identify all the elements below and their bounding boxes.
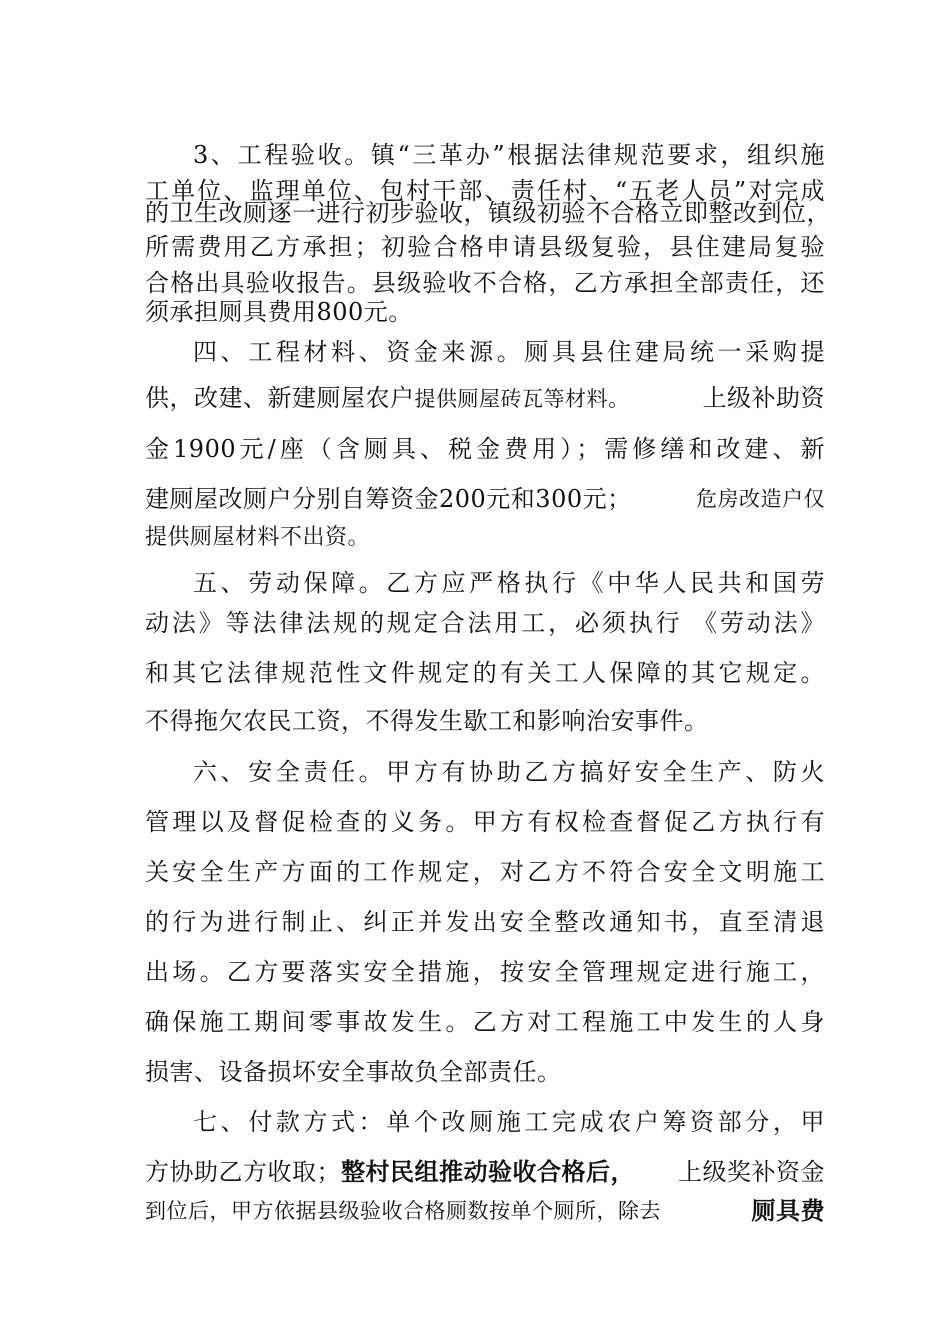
text-line: 管理以及督促检查的义务。甲方有权检查督促乙方执行有 (145, 808, 825, 836)
bold-text-segment: 整村民组推动验收合格后， (341, 1157, 635, 1186)
text-line: 确保施工期间零事故发生。乙方对工程施工中发生的人身 (145, 1008, 825, 1036)
text-line (145, 1157, 825, 1187)
text-line: 的卫生改厕逐一进行初步验收，镇级初验不合格立即整改到位， (145, 199, 831, 227)
text-line: 和其它法律规范性文件规定的有关工人保障的其它规定。 (145, 659, 825, 687)
text-line: 动法》等法律法规的规定合法用工，必须执行 《劳动法》 (145, 609, 825, 637)
bold-text-segment: 厕具费 (751, 1196, 825, 1225)
text-segment: 到位后，甲方依据县级验收合格厕数按单个厕所，除去 (145, 1199, 661, 1223)
text-line: 合格出具验收报告。县级验收不合格，乙方承担全部责任，还 (145, 269, 825, 297)
text-line (145, 1196, 825, 1226)
text-line: 六、安全责任。甲方有协助乙方搞好安全生产、防火 (193, 758, 825, 786)
text-line: 须承担厕具费用800元。 (145, 298, 413, 326)
text-line: 工单位、监理单位、包村干部、责任村、“五老人员”对完成 (145, 177, 825, 205)
text-segment: 建厕屋改厕户分别自筹资金200元和300元； (145, 485, 632, 513)
text-line (145, 484, 825, 514)
text-line (145, 383, 825, 414)
text-segment: 上级补助资 (702, 384, 825, 412)
text-line: 金1900元/座（含厕具、税金费用）；需修缮和改建、新 (145, 435, 825, 463)
text-line: 的行为进行制止、纠正并发出安全整改通知书，直至清退 (145, 908, 825, 936)
text-line: 七、付款方式：单个改厕施工完成农户筹资部分，甲 (193, 1108, 825, 1136)
text-line: 四、工程材料、资金来源。厕具县住建局统一采购提 (193, 338, 825, 366)
text-line: 关安全生产方面的工作规定，对乙方不符合安全文明施工 (145, 858, 825, 886)
text-line: 提供厕屋材料不出资。 (145, 525, 371, 550)
text-segment: 供，改建、新建厕屋农户 (145, 384, 415, 412)
text-line: 3、工程验收。镇“三革办”根据法律规范要求，组织施 (193, 141, 825, 169)
text-line: 五、劳动保障。乙方应严格执行《中华人民共和国劳 (193, 569, 825, 597)
text-line: 不得拖欠农民工资，不得发生歇工和影响治安事件。 (145, 707, 709, 735)
text-line: 损害、设备损坏安全事故负全部责任。 (145, 1058, 562, 1086)
text-line: 出场。乙方要落实安全措施，按安全管理规定进行施工， (145, 958, 825, 986)
text-segment: 上级奖补资金 (678, 1158, 825, 1186)
text-segment: 危房改造户仅 (696, 487, 825, 511)
text-line: 所需费用乙方承担；初验合格申请县级复验，县住建局复验 (145, 233, 825, 261)
text-segment: 方协助乙方收取； (145, 1158, 341, 1186)
text-segment: 提供厕屋砖瓦等材料。 (414, 387, 630, 411)
